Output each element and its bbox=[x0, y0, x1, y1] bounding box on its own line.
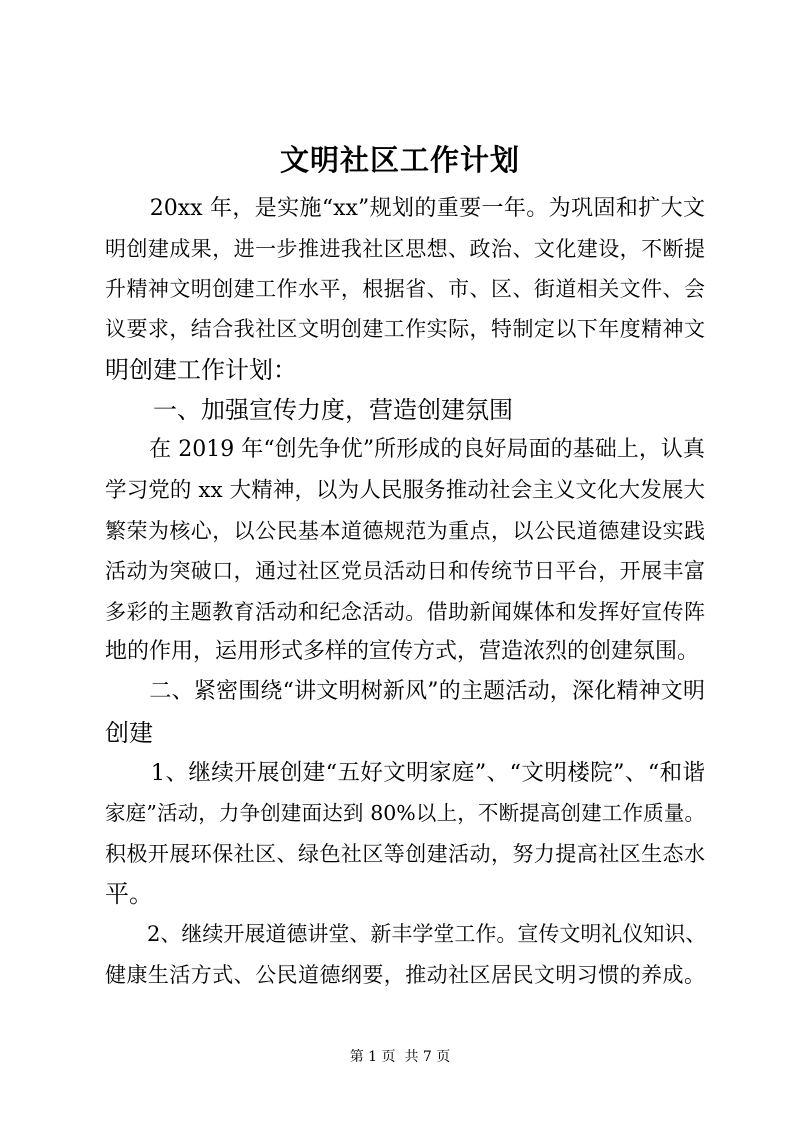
paragraph-line: 在 2019 年“创先争优”所形成的良好局面的基础上，认真 bbox=[105, 437, 705, 462]
paragraph-line: 积极开展环保社区、绿色社区等创建活动，努力提高社区生态水 bbox=[105, 842, 705, 866]
section-heading: 一、加强宣传力度，营造创建氛围 bbox=[105, 396, 513, 424]
paragraph-line: 20xx 年，是实施“xx”规划的重要一年。为巩固和扩大文 bbox=[105, 196, 705, 221]
paragraph-line: 多彩的主题教育活动和纪念活动。借助新闻媒体和发挥好宣传阵 bbox=[105, 600, 705, 624]
paragraph-line: 明创建成果，进一步推进我社区思想、政治、文化建设，不断提 bbox=[105, 237, 705, 261]
paragraph-line: 家庭”活动，力争创建面达到 80%以上，不断提高创建工作质量。 bbox=[105, 801, 705, 825]
paragraph-line: 明创建工作计划： bbox=[105, 356, 297, 384]
paragraph-line: 升精神文明创建工作水平，根据省、市、区、街道相关文件、会 bbox=[105, 277, 705, 301]
page-number-footer bbox=[0, 1047, 800, 1067]
paragraph-line: 2、继续开展道德讲堂、新丰学堂工作。宣传文明礼仪知识、 bbox=[105, 922, 707, 946]
section-heading: 创建 bbox=[105, 719, 153, 747]
paragraph-line: 平。 bbox=[105, 880, 153, 908]
paragraph-line: 活动为突破口，通过社区党员活动日和传统节日平台，开展丰富 bbox=[105, 559, 705, 583]
paragraph-line: 健康生活方式、公民道德纲要，推动社区居民文明习惯的养成。 bbox=[105, 963, 705, 987]
document-title: 文明社区工作计划 bbox=[279, 143, 520, 177]
paragraph-line: 学习党的 xx 大精神，以为人民服务推动社会主义文化大发展大 bbox=[105, 478, 705, 503]
section-heading: 二、紧密围绕“讲文明树新风”的主题活动，深化精神文明 bbox=[105, 679, 705, 704]
paragraph-line: 地的作用，运用形式多样的宣传方式，营造浓烈的创建氛围。 bbox=[105, 639, 700, 664]
paragraph-line: 1、继续开展创建“五好文明家庭”、“文明楼院”、“和谐 bbox=[105, 760, 705, 786]
paragraph-line: 繁荣为核心，以公民基本道德规范为重点，以公民道德建设实践 bbox=[105, 519, 705, 543]
paragraph-line: 议要求，结合我社区文明创建工作实际，特制定以下年度精神文 bbox=[105, 317, 705, 341]
page-number-label: 第 1 页 共 7 页 bbox=[349, 1049, 451, 1065]
